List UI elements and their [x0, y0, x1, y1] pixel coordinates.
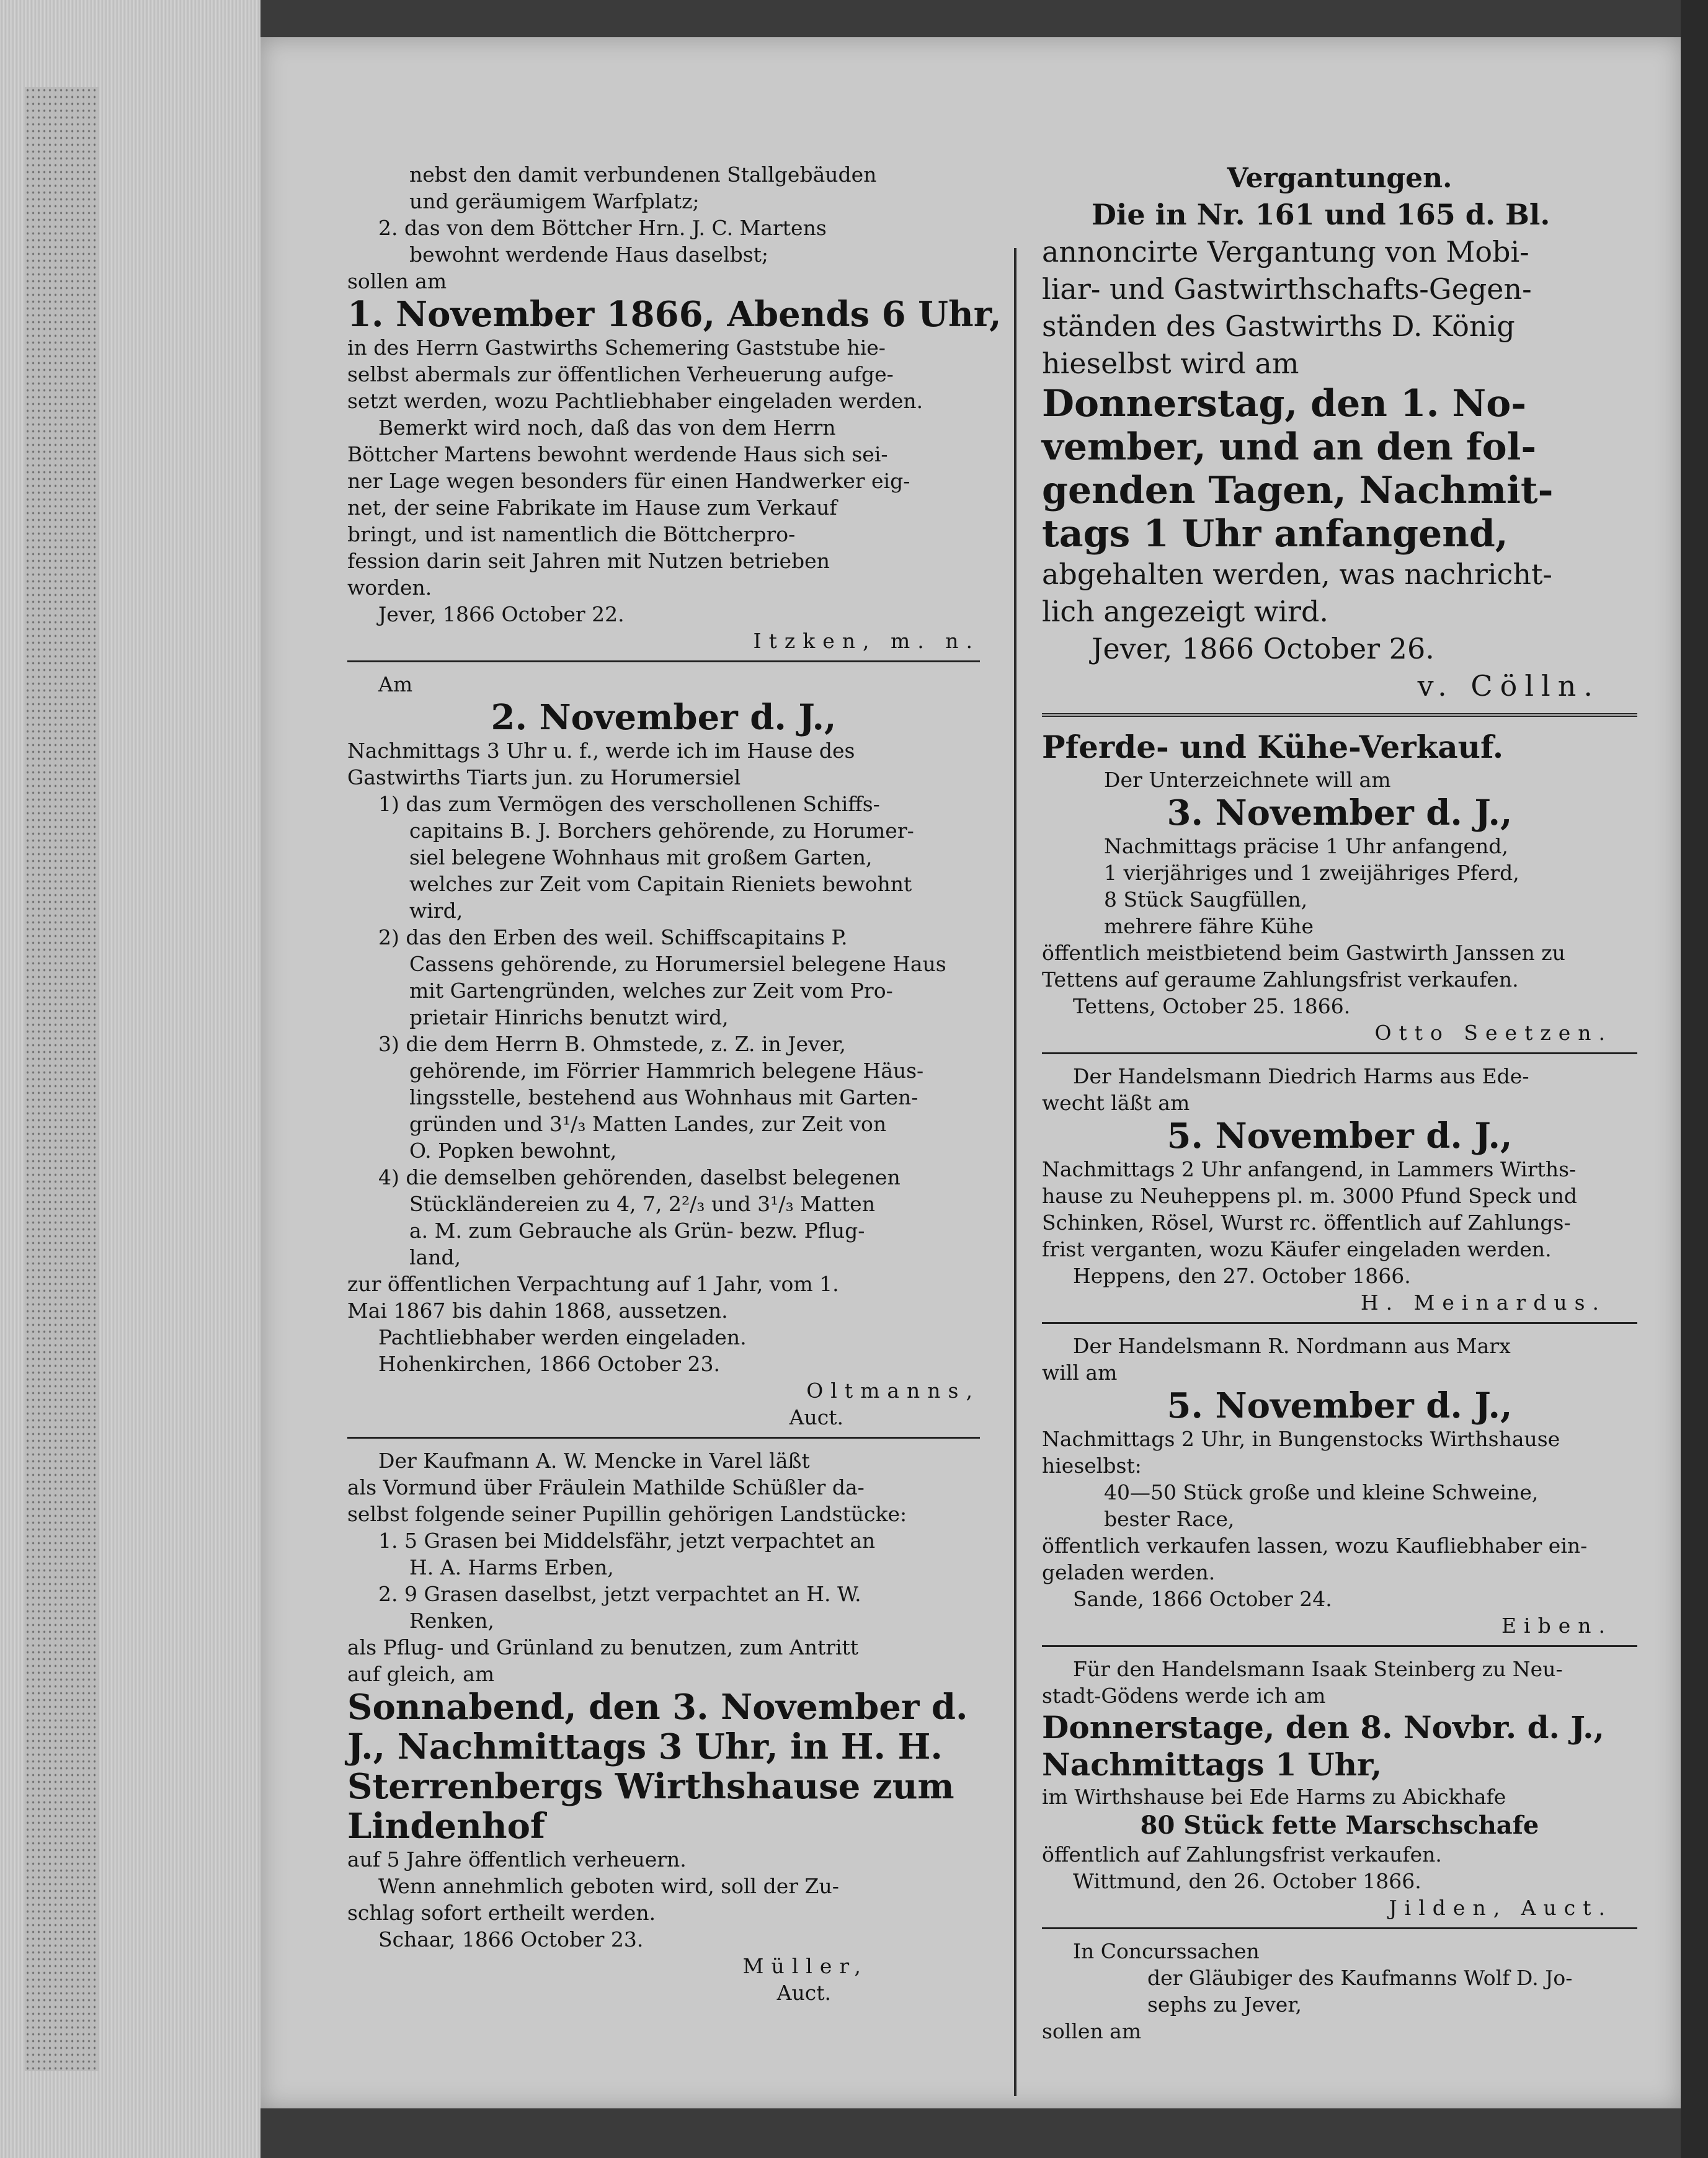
notice-item-heading: 80 Stück fette Marschschafe: [1140, 1811, 1539, 1840]
notice-seetzen: [1042, 728, 1637, 1046]
notice-signature: Müller,: [742, 1954, 868, 1978]
text-line: 3) die dem Herrn B. Ohmstede, z. Z. in Jever,: [378, 1032, 846, 1056]
text-line: Der Kaufmann A. W. Mencke in Varel läßt: [378, 1449, 810, 1473]
notice-signature: Otto Seetzen.: [1374, 1021, 1612, 1045]
notice-date-heading: 1. November 1866, Abends 6 Uhr,: [347, 294, 1002, 335]
text-line: Der Handelsmann R. Nordmann aus Marx: [1073, 1334, 1511, 1358]
notice-date-heading: Sonnabend, den 3. November d.: [347, 1687, 968, 1728]
notice-place-date: Hohenkirchen, 1866 October 23.: [378, 1352, 721, 1376]
text-line: ständen des Gastwirths D. König: [1042, 309, 1515, 343]
text-line: In Concurssachen: [1073, 1939, 1260, 1963]
text-line: Der Handelsmann Diedrich Harms aus Ede-: [1073, 1064, 1529, 1088]
notice-date-heading: Nachmittags 1 Uhr,: [1042, 1746, 1382, 1783]
text-line: geladen werden.: [1042, 1560, 1216, 1584]
text-line: Cassens gehörende, zu Horumersiel belegene Haus: [409, 952, 946, 976]
notice-place-date: Schaar, 1866 October 23.: [378, 1927, 644, 1952]
text-line: Nachmittags 3 Uhr u. f., werde ich im Hause des: [347, 739, 855, 763]
text-line: schlag sofort ertheilt werden.: [347, 1901, 656, 1925]
text-line: Schinken, Rösel, Wurst rc. öffentlich auf Zahlungs-: [1042, 1210, 1571, 1235]
notice-date-heading: 2. November d. J.,: [491, 697, 837, 738]
text-line: wecht läßt am: [1042, 1091, 1190, 1115]
notice-signature: H. Meinardus.: [1360, 1290, 1606, 1315]
notice-date-heading: 5. November d. J.,: [1167, 1385, 1513, 1426]
text-line: Nachmittags 2 Uhr, in Bungenstocks Wirthshause: [1042, 1427, 1560, 1451]
text-line: wird,: [409, 899, 463, 923]
text-line: Gastwirths Tiarts jun. zu Horumersiel: [347, 765, 741, 789]
text-line: auf gleich, am: [347, 1662, 495, 1686]
text-line: selbst abermals zur öffentlichen Verheuerung aufge-: [347, 362, 894, 386]
notice-date-heading: Donnerstage, den 8. Novbr. d. J.,: [1042, 1709, 1604, 1746]
text-line: sollen am: [347, 269, 447, 293]
text-line: O. Popken bewohnt,: [409, 1139, 617, 1163]
notice-signature: Oltmanns,: [806, 1379, 980, 1403]
notice-separator: [347, 1437, 980, 1439]
text-line: capitains B. J. Borchers gehörende, zu Horumer-: [409, 819, 914, 843]
text-line: lingsstelle, bestehend aus Wohnhaus mit Garten-: [409, 1085, 918, 1109]
text-line: Mai 1867 bis dahin 1868, aussetzen.: [347, 1299, 728, 1323]
text-line: frist verganten, wozu Käufer eingeladen werden.: [1042, 1237, 1552, 1261]
text-line: a. M. zum Gebrauche als Grün- bezw. Pflug-: [409, 1219, 865, 1243]
text-line: Stückländereien zu 4, 7, 2²/₃ und 3¹/₃ Matten: [409, 1192, 875, 1216]
notice-date-heading: Sterrenbergs Wirthshause zum: [347, 1766, 954, 1807]
text-line: Tettens auf geraume Zahlungsfrist verkaufen.: [1042, 967, 1519, 992]
notice-separator: [1042, 1052, 1637, 1054]
notice-place-date: Wittmund, den 26. October 1866.: [1073, 1869, 1421, 1893]
text-line: zur öffentlichen Verpachtung auf 1 Jahr, vom 1.: [347, 1272, 839, 1296]
notice-date-heading: Donnerstag, den 1. No-: [1042, 382, 1527, 425]
notice-place-date: Sande, 1866 October 24.: [1073, 1587, 1332, 1611]
text-line: 8 Stück Saugfüllen,: [1104, 887, 1308, 912]
notice-concurs: [1042, 1938, 1637, 2045]
notice-date-heading: J., Nachmittags 3 Uhr, in H. H.: [347, 1726, 943, 1767]
text-line: in des Herrn Gastwirths Schemering Gaststube hie-: [347, 335, 886, 360]
notice-signature-title: Auct.: [776, 1981, 831, 2005]
notice-martens: [347, 161, 1002, 654]
column-divider: [1014, 248, 1016, 2096]
text-line: net, der seine Fabrikate im Hause zum Verkauf: [347, 495, 837, 520]
text-line: hause zu Neuheppens pl. m. 3000 Pfund Speck und: [1042, 1184, 1577, 1208]
text-line: öffentlich meistbietend beim Gastwirth Janssen zu: [1042, 941, 1565, 965]
notice-steinberg: [1042, 1656, 1637, 1921]
notice-date-heading: tags 1 Uhr anfangend,: [1042, 512, 1508, 556]
notice-date-heading: Lindenhof: [347, 1806, 546, 1847]
notice-harms: [1042, 1063, 1637, 1316]
text-line: welches zur Zeit vom Capitain Rieniets bewohnt: [409, 872, 912, 896]
text-line: Nachmittags 2 Uhr anfangend, in Lammers Wirths-: [1042, 1157, 1577, 1181]
text-line: als Pflug- und Grünland zu benutzen, zum Antritt: [347, 1635, 859, 1659]
text-line: Pachtliebhaber werden eingeladen.: [378, 1325, 747, 1349]
notice-signature: Jilden, Auct.: [1389, 1896, 1612, 1920]
text-line: mehrere fähre Kühe: [1104, 914, 1314, 938]
notice-signature: Itzken, m. n.: [753, 629, 980, 653]
text-line: sollen am: [1042, 2019, 1142, 2043]
notice-signature-title: Auct.: [789, 1405, 843, 1429]
text-line: 2) das den Erben des weil. Schiffscapitains P.: [378, 925, 848, 949]
notice-koenig: [1042, 161, 1637, 704]
text-line: lich angezeigt wird.: [1042, 595, 1329, 628]
notice-mencke: [347, 1447, 980, 2006]
text-line: 1 vierjähriges und 1 zweijähriges Pferd,: [1104, 861, 1519, 885]
scan-border: [1681, 0, 1708, 2158]
text-line: stadt-Gödens werde ich am: [1042, 1684, 1326, 1708]
text-line: Nachmittags präcise 1 Uhr anfangend,: [1104, 834, 1508, 858]
text-line: Bemerkt wird noch, daß das von dem Herrn: [378, 415, 836, 440]
text-line: Die in Nr. 161 und 165 d. Bl.: [1092, 198, 1550, 231]
text-line: abgehalten werden, was nachricht-: [1042, 557, 1552, 591]
text-line: 40—50 Stück große und kleine Schweine,: [1104, 1480, 1539, 1504]
text-line: Renken,: [409, 1609, 494, 1633]
text-line: als Vormund über Fräulein Mathilde Schüßler da-: [347, 1475, 865, 1499]
notice-date-heading: vember, und an den fol-: [1042, 425, 1537, 469]
text-line: ner Lage wegen besonders für einen Handwerker eig-: [347, 469, 910, 493]
text-line: 1) das zum Vermögen des verschollenen Schiffs-: [378, 792, 880, 816]
notice-place-date: Heppens, den 27. October 1866.: [1073, 1264, 1411, 1288]
text-line: siel belegene Wohnhaus mit großem Garten,: [409, 845, 873, 869]
notice-separator: [1042, 1927, 1637, 1929]
notice-separator: [347, 660, 980, 662]
text-line: annoncirte Vergantung von Mobi-: [1042, 235, 1529, 269]
text-line: bester Race,: [1104, 1507, 1235, 1531]
left-column: [347, 161, 1002, 2006]
notice-date-heading: 5. November d. J.,: [1167, 1116, 1513, 1157]
notice-date-heading: genden Tagen, Nachmit-: [1042, 469, 1554, 512]
text-line: liar- und Gastwirthschafts-Gegen-: [1042, 272, 1532, 306]
text-line: bringt, und ist namentlich die Böttcherpro-: [347, 522, 796, 546]
right-column: [1042, 161, 1637, 2045]
notice-separator: [1042, 1322, 1637, 1324]
text-line: gehörende, im Förrier Hammrich belegene Häus-: [409, 1059, 924, 1083]
notice-place-date: Jever, 1866 October 26.: [1092, 632, 1434, 665]
text-line: und geräumigem Warfplatz;: [409, 189, 700, 213]
text-line: 4) die demselben gehörenden, daselbst belegenen: [378, 1165, 901, 1189]
text-line: setzt werden, wozu Pachtliebhaber eingeladen werden.: [347, 389, 923, 413]
text-line: Für den Handelsmann Isaak Steinberg zu Neu-: [1073, 1657, 1563, 1681]
text-line: sephs zu Jever,: [1147, 1992, 1302, 2017]
text-line: auf 5 Jahre öffentlich verheuern.: [347, 1847, 687, 1872]
notice-date-heading: 3. November d. J.,: [1167, 793, 1513, 833]
notice-separator: [1042, 713, 1637, 717]
notice-signature: v. Cölln.: [1417, 669, 1600, 703]
notice-place-date: Jever, 1866 October 22.: [378, 602, 625, 626]
notice-separator: [1042, 1645, 1637, 1647]
text-line: will am: [1042, 1361, 1118, 1385]
text-line: selbst folgende seiner Pupillin gehörigen Landstücke:: [347, 1502, 907, 1526]
text-line: im Wirthshause bei Ede Harms zu Abickhafe: [1042, 1785, 1506, 1809]
text-line: H. A. Harms Erben,: [409, 1555, 614, 1579]
text-line: Der Unterzeichnete will am: [1104, 768, 1391, 792]
text-line: bewohnt werdende Haus daselbst;: [409, 242, 769, 267]
text-line: fession darin seit Jahren mit Nutzen betrieben: [347, 549, 830, 573]
text-line: 1. 5 Grasen bei Middelsfähr, jetzt verpachtet an: [378, 1529, 876, 1553]
notice-place-date: Tettens, October 25. 1866.: [1073, 994, 1351, 1018]
text-line: mit Gartengründen, welches zur Zeit vom Pro-: [409, 979, 893, 1003]
text-line: prietair Hinrichs benutzt wird,: [409, 1005, 729, 1029]
book-edge-speckle: [25, 87, 99, 2071]
text-line: öffentlich verkaufen lassen, wozu Kaufliebhaber ein-: [1042, 1534, 1588, 1558]
section-title: Pferde- und Kühe-Verkauf.: [1042, 729, 1504, 765]
text-line: Am: [378, 672, 413, 696]
text-line: hieselbst wird am: [1042, 347, 1299, 380]
text-line: worden.: [347, 575, 432, 600]
text-line: 2. 9 Grasen daselbst, jetzt verpachtet an H. W.: [378, 1582, 861, 1606]
notice-borchers: [347, 671, 980, 1431]
text-line: der Gläubiger des Kaufmanns Wolf D. Jo-: [1147, 1966, 1573, 1990]
notice-signature: Eiben.: [1501, 1614, 1612, 1638]
text-line: land,: [409, 1245, 461, 1269]
text-line: hieselbst:: [1042, 1454, 1142, 1478]
section-title: Vergantungen.: [1227, 162, 1452, 194]
text-line: Böttcher Martens bewohnt werdende Haus sich sei-: [347, 442, 888, 466]
text-line: gründen und 3¹/₃ Matten Landes, zur Zeit von: [409, 1112, 887, 1136]
text-line: Wenn annehmlich geboten wird, soll der Zu-: [378, 1874, 839, 1898]
notice-nordmann: [1042, 1333, 1637, 1639]
text-line: 2. das von dem Böttcher Hrn. J. C. Martens: [378, 216, 827, 240]
text-line: öffentlich auf Zahlungsfrist verkaufen.: [1042, 1842, 1442, 1867]
text-line: nebst den damit verbundenen Stallgebäuden: [409, 162, 877, 187]
